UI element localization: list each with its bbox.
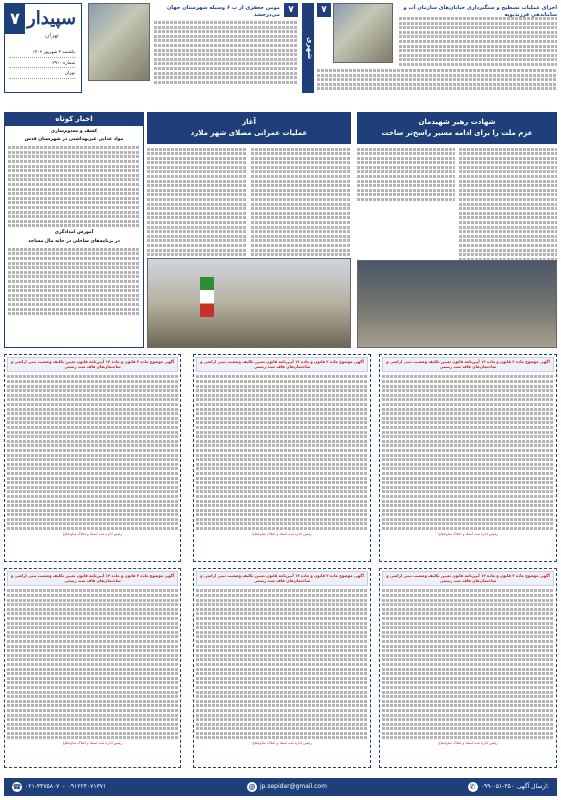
legal-notice — [4, 568, 181, 768]
article-title-1: آغاز — [242, 118, 256, 126]
top-story-1 — [317, 3, 557, 93]
masthead — [4, 3, 557, 95]
page-number: ۷ — [5, 4, 25, 34]
story-number-badge: ۷ — [317, 3, 331, 17]
article-title-2: عملیات عمرانی مصلای شهر ملارد — [190, 128, 308, 137]
notice-signature: رئیس اداره ثبت اسناد و املاک ساوجبلاغ — [252, 532, 312, 537]
news-headline: مواد غذایی غیربهداشتی در شهرستان قدس — [24, 137, 124, 143]
date-city: تهران — [9, 71, 75, 79]
notice-body — [7, 375, 178, 530]
news-body — [5, 248, 143, 315]
legal-notice — [193, 354, 371, 562]
short-news-title: اخبار کوتاه — [5, 113, 143, 126]
logo-city: تهران — [45, 32, 59, 39]
news-headline: آموزش امدادگری — [54, 230, 94, 236]
legal-notice — [379, 568, 557, 768]
article-title-2: عزم ملت را برای ادامه مسیر راسخ‌تر ساخت — [381, 128, 533, 137]
notice-body — [382, 589, 554, 739]
notice-body — [196, 589, 368, 739]
story-number-badge: ۷ — [284, 3, 298, 17]
news-headline: در برنامه‌های ساحلی در خانه مال مساجد — [28, 239, 120, 245]
notice-head: آگهی موضوع ماده ۳ قانون و ماده ۱۳ آیین‌نامه قانون تعیین تکلیف وضعیت ثبتی اراضی و ساختمان‌های فاقد سند رسمی — [382, 357, 554, 372]
footer-email[interactable] — [247, 782, 327, 792]
whatsapp-icon: ✆ — [468, 782, 478, 792]
footer-phone: ۰۲۱-۴۴۷۵۸۰۷ — [25, 783, 60, 791]
crowd-photo — [357, 260, 557, 348]
legal-notice — [193, 568, 371, 768]
article-title-1: شهادت رهبر شهیدمان — [418, 118, 496, 126]
story-photo — [333, 3, 393, 63]
section-label: شهری — [302, 3, 314, 93]
article-head — [147, 112, 351, 144]
top-story-2 — [88, 3, 298, 93]
logo-title: سپیدار — [27, 8, 77, 29]
email-icon: @ — [248, 783, 256, 791]
flag-icon — [200, 277, 214, 317]
story-body-bottom — [317, 69, 557, 92]
notice-head: آگهی موضوع ماده ۳ قانون و ماده ۱۳ آیین‌نامه قانون تعیین تکلیف وضعیت ثبتی اراضی و ساختمان‌های فاقد سند رسمی — [7, 357, 178, 372]
footer-email-address[interactable]: jp.sepidar@gmail.com — [259, 783, 327, 791]
footer-phones: ☎ ۰۲۱-۴۴۷۵۸۰۷ - ۰۹۱۲۲۴۰۷۱۳۷۱ — [12, 783, 107, 791]
story-title: مومن جعفری از پ ۶ وسیله شهرستان جهان می‌درخشد — [166, 5, 280, 18]
notice-head: آگهی موضوع ماده ۳ قانون و ماده ۱۳ آیین‌نامه قانون تعیین تکلیف وضعیت ثبتی اراضی و ساختمان‌های فاقد سند رسمی — [382, 571, 554, 586]
story-body — [154, 21, 298, 85]
notice-signature: رئیس اداره ثبت اسناد و املاک ساوجبلاغ — [62, 532, 123, 537]
story-title: اجرای عملیات تسطیح و سنگبرداری خیابان‌های سازمان آب و ساماندهی فرزندپویه — [403, 5, 557, 18]
notice-head: آگهی موضوع ماده ۳ قانون و ماده ۱۳ آیین‌نامه قانون تعیین تکلیف وضعیت ثبتی اراضی و ساختمان‌های فاقد سند رسمی — [7, 571, 178, 586]
article-head — [357, 112, 557, 144]
phone-icon: ☎ — [12, 783, 22, 791]
notice-signature: رئیس اداره ثبت اسناد و املاک ساوجبلاغ — [252, 741, 312, 746]
legal-notice — [4, 354, 181, 562]
notice-body — [382, 375, 554, 530]
footer-bar — [4, 778, 557, 796]
legal-notice — [379, 354, 557, 562]
notice-head: آگهی موضوع ماده ۳ قانون و ماده ۱۳ آیین‌نامه قانون تعیین تکلیف وضعیت ثبتی اراضی و ساختمان‌های فاقد سند رسمی — [196, 357, 368, 372]
notice-body — [7, 589, 178, 739]
news-body — [5, 146, 143, 227]
notice-head: آگهی موضوع ماده ۳ قانون و ماده ۱۳ آیین‌نامه قانون تعیین تکلیف وضعیت ثبتی اراضی و ساختمان‌های فاقد سند رسمی — [196, 571, 368, 586]
notice-body — [196, 375, 368, 530]
footer-phone: ۰۹۱۲۲۴۰۷۱۳۷۱ — [67, 783, 107, 791]
issue-number: شماره ۲۹۱۰ — [9, 61, 75, 69]
story-photo — [88, 3, 150, 81]
notice-signature: رئیس اداره ثبت اسناد و املاک ساوجبلاغ — [438, 532, 498, 537]
short-news-box — [4, 112, 144, 348]
story-body — [399, 17, 557, 68]
footer-phone: ۰۹۹-۰۵۱-۳۵۰ — [480, 783, 514, 791]
center-article — [147, 112, 351, 348]
right-article — [357, 112, 557, 348]
news-headline: کشف و معدوم‌سازی — [50, 128, 98, 134]
date-block — [9, 50, 75, 82]
notice-signature: رئیس اداره ثبت اسناد و املاک ساوجبلاغ — [438, 741, 498, 746]
article-column — [147, 148, 247, 272]
footer-ads — [468, 782, 549, 792]
ceremony-photo — [147, 258, 351, 348]
send-ad-label: ارسال آگهی: — [516, 783, 549, 791]
logo-box — [4, 3, 82, 93]
notice-signature: رئیس اداره ثبت اسناد و املاک ساوجبلاغ — [62, 741, 123, 746]
date-line: یکشنبه ۴ شهریور ۱۴۰۳ — [9, 50, 75, 58]
article-column — [251, 148, 351, 272]
